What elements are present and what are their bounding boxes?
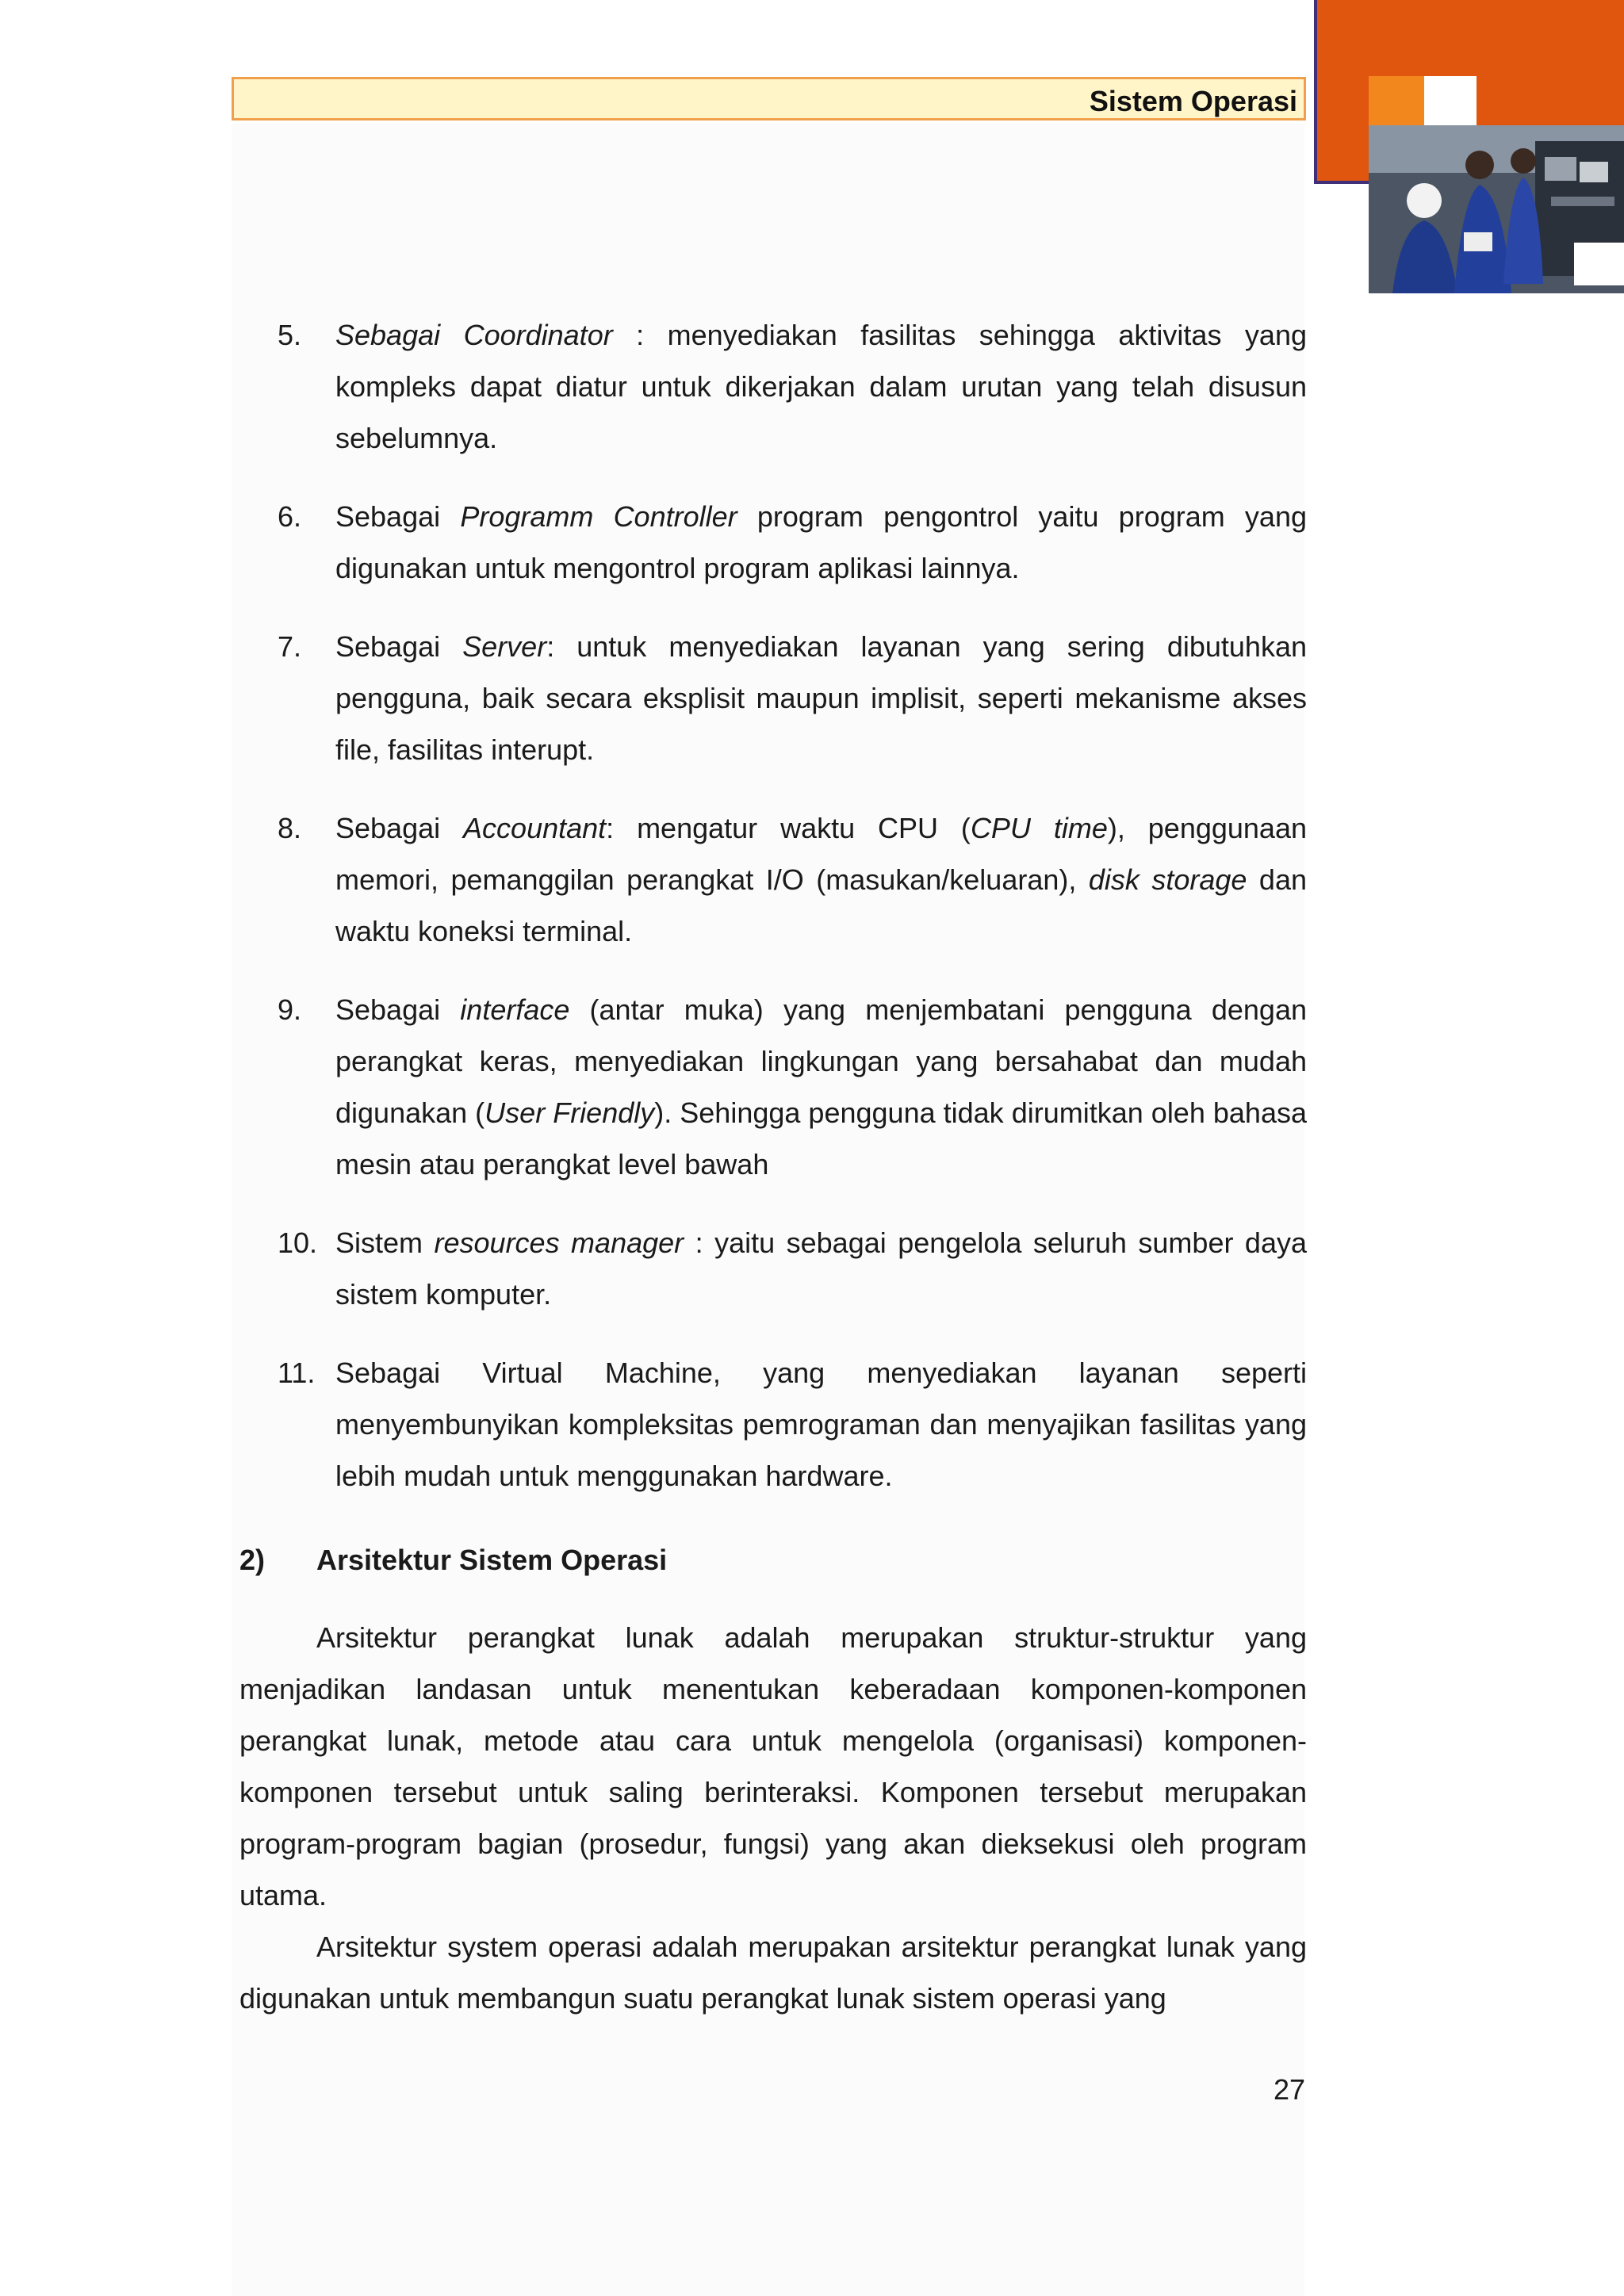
- text-segment: Sebagai: [335, 993, 461, 1026]
- text-segment: Sebagai Virtual Machine, yang menyediakan layanan seperti menyembunyikan kompleksitas pemrograman dan menyajikan fasilitas yang lebih mudah untuk menggunakan hardware.: [335, 1357, 1307, 1492]
- list-item-text: [335, 1217, 1307, 1320]
- list-item: [278, 984, 1307, 1190]
- list-item-number: 7.: [278, 630, 302, 663]
- list-item-text: [335, 491, 1307, 594]
- text-segment: ), penggunaan memori, pemanggilan perangkat I/O (masukan/keluaran),: [335, 812, 1307, 896]
- italic-term: interface: [460, 993, 570, 1026]
- italic-term: Server: [462, 630, 547, 663]
- text-segment: program pengontrol yaitu program yang digunakan untuk mengontrol program aplikasi lainnya.: [335, 500, 1307, 584]
- text-segment: Sistem: [335, 1226, 435, 1259]
- list-item: [278, 802, 1307, 957]
- italic-term: resources manager: [434, 1226, 684, 1259]
- list-item-text: [335, 802, 1307, 957]
- text-segment: (antar muka) yang menjembatani pengguna dengan perangkat keras, menyediakan lingkungan yang bersahabat dan mudah digunakan (: [335, 993, 1307, 1129]
- text-segment: Sebagai: [335, 500, 461, 533]
- header-decoration-corner: [1574, 243, 1624, 285]
- italic-term: disk storage: [1088, 863, 1247, 896]
- paragraph: Arsitektur perangkat lunak adalah merupakan struktur-struktur yang menjadikan landasan untuk menentukan keberadaan komponen-komponen perangkat lunak, metode atau cara untuk mengelola (organisasi) komponen-komponen tersebut untuk saling berinteraksi. Komponen tersebut merupakan program-program bagian (prosedur, fungsi) yang akan dieksekusi oleh program utama.: [239, 1621, 1307, 1911]
- header-title: Sistem Operasi: [1089, 85, 1297, 117]
- list-item: [278, 1347, 1307, 1502]
- italic-term: CPU time: [970, 812, 1108, 844]
- list-item-text: [335, 309, 1307, 464]
- italic-term: Programm Controller: [460, 500, 737, 533]
- list-item-text: [335, 984, 1307, 1190]
- text-segment: : mengatur waktu CPU (: [606, 812, 971, 844]
- italic-term: Sebagai Coordinator: [335, 319, 613, 351]
- text-segment: : menyediakan fasilitas sehingga aktivitas yang kompleks dapat diatur untuk dikerjakan dalam urutan yang telah disusun sebelumnya.: [335, 319, 1307, 454]
- list-item: [278, 1217, 1307, 1320]
- list-item: [278, 621, 1307, 775]
- text-segment: : untuk menyediakan layanan yang sering dibutuhkan pengguna, baik secara eksplisit maupun implisit, seperti mekanisme akses file, fasilitas interupt.: [335, 630, 1307, 766]
- list-item: [278, 491, 1307, 594]
- text-segment: dan waktu koneksi terminal.: [335, 863, 1307, 947]
- function-list: [278, 309, 1307, 1529]
- text-segment: Sebagai: [335, 812, 464, 844]
- list-item-number: 11.: [278, 1357, 316, 1389]
- page-number: 27: [1273, 2073, 1305, 2106]
- list-item-number: 9.: [278, 993, 302, 1026]
- text-segment: : yaitu sebagai pengelola seluruh sumber daya sistem komputer.: [335, 1226, 1307, 1311]
- list-item-number: 6.: [278, 500, 302, 533]
- list-item-number: 5.: [278, 319, 302, 351]
- section-number: 2): [239, 1544, 266, 1576]
- list-item-number: 8.: [278, 812, 302, 844]
- list-item-number: 10.: [278, 1226, 318, 1259]
- list-item-text: [335, 621, 1307, 775]
- italic-term: Accountant: [463, 812, 607, 844]
- section-heading: [239, 1534, 667, 1586]
- italic-term: User Friendly: [485, 1096, 655, 1129]
- list-item: [278, 309, 1307, 464]
- text-segment: ). Sehingga pengguna tidak dirumitkan oleh bahasa mesin atau perangkat level bawah: [335, 1096, 1307, 1181]
- section-title: Arsitektur Sistem Operasi: [316, 1544, 668, 1576]
- paragraph: Arsitektur system operasi adalah merupakan arsitektur perangkat lunak yang digunakan untuk membangun suatu perangkat lunak sistem operasi yang: [239, 1931, 1307, 2015]
- header-decoration-square: [1369, 76, 1424, 125]
- list-item-text: [335, 1347, 1307, 1502]
- text-segment: Sebagai: [335, 630, 463, 663]
- header-decoration-square-white: [1424, 76, 1477, 125]
- header-bar: [232, 77, 1306, 121]
